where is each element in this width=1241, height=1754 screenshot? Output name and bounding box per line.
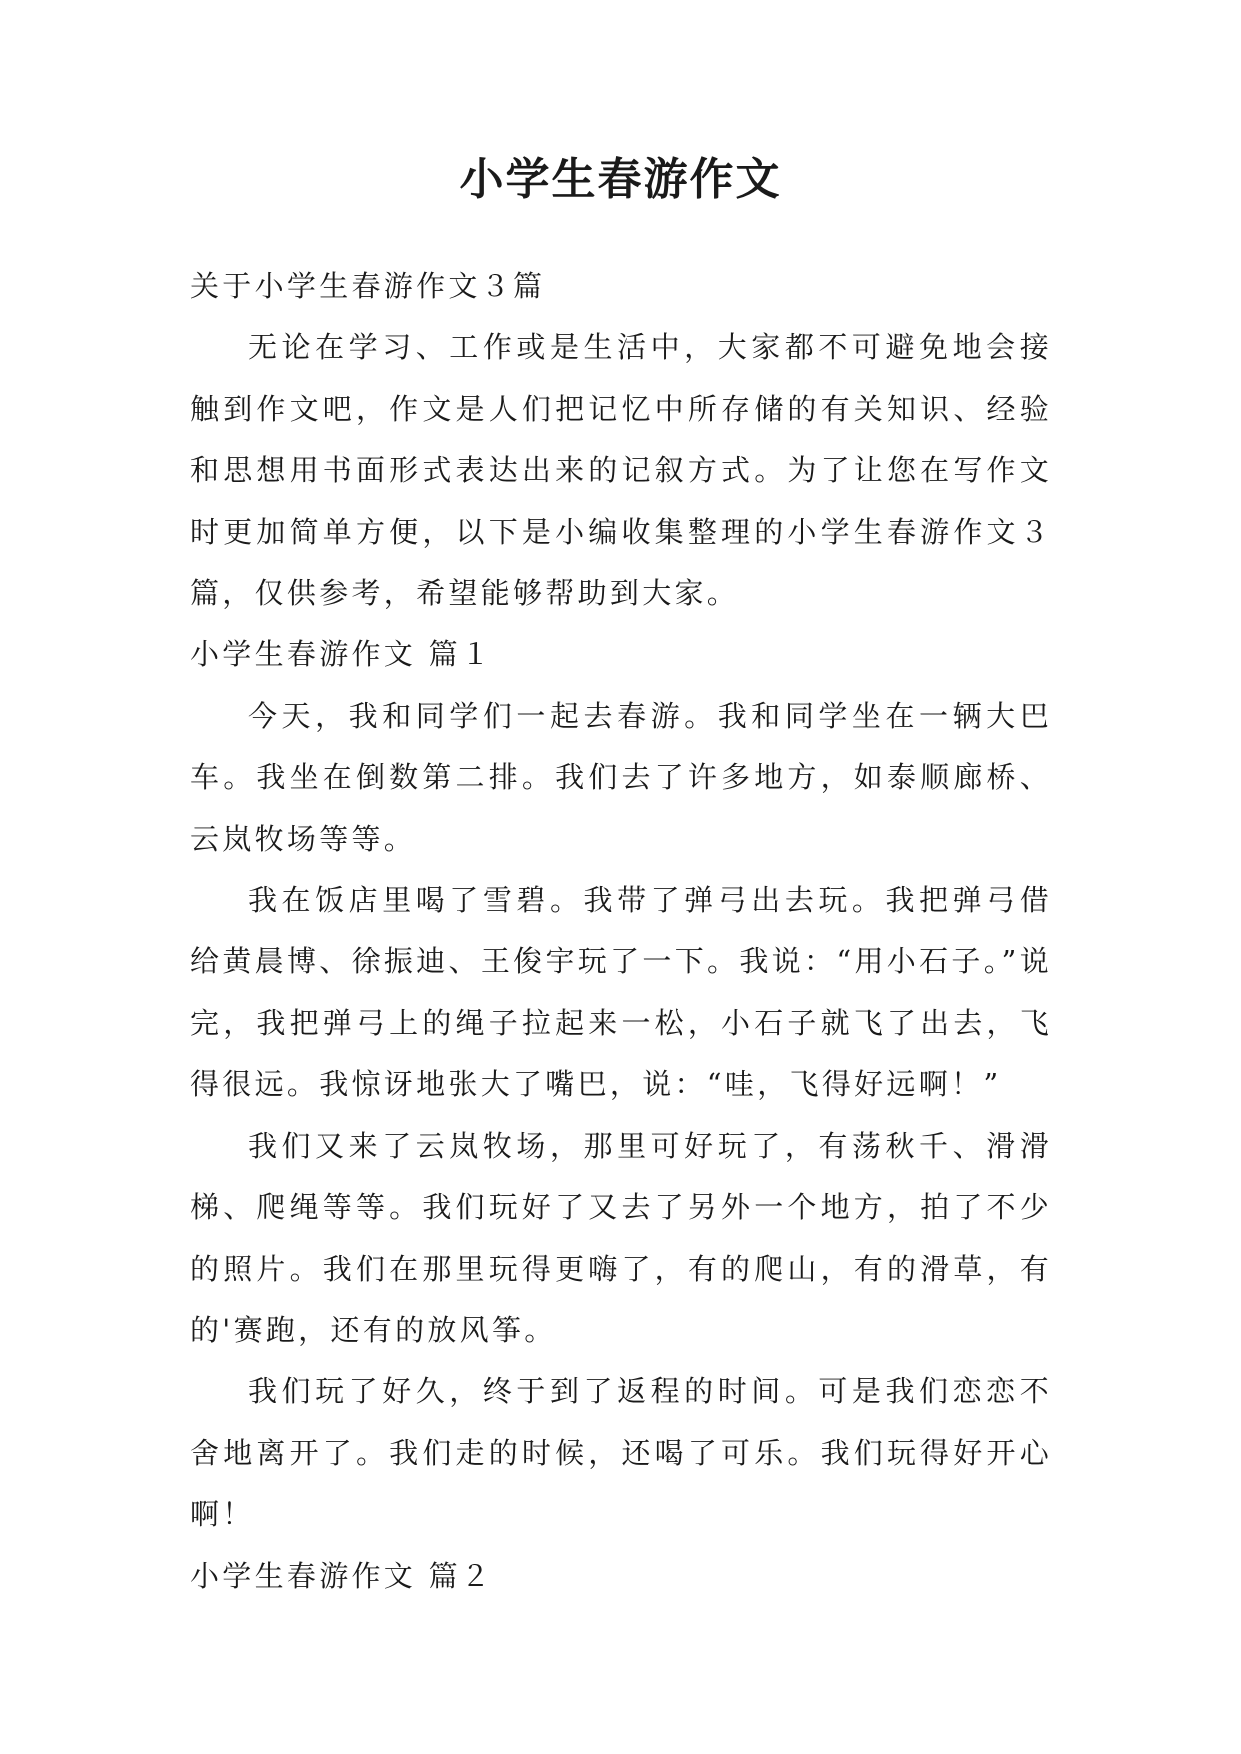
intro-paragraph: 无论在学习、工作或是生活中，大家都不可避免地会接触到作文吧，作文是人们把记忆中所存储的有关知识、经验和思想用书面形式表达出来的记叙方式。为了让您在写作文时更加简单方便，以下是小编收集整理的小学生春游作文３篇，仅供参考，希望能够帮助到大家。 — [190, 330, 1052, 611]
document-title: 小学生春游作文 — [459, 154, 782, 205]
paragraph: 我们又来了云岚牧场，那里可好玩了，有荡秋千、滑滑梯、爬绳等等。我们玩好了又去了另外一个地方，拍了不少的照片。我们在那里玩得更嗨了，有的爬山，有的滑草，有的'赛跑，还有的放风筝。 — [190, 1128, 1052, 1347]
section-heading-2: 小学生春游作文 篇２ — [190, 1558, 494, 1593]
paragraph: 我们玩了好久，终于到了返程的时间。可是我们恋恋不舍地离开了。我们走的时候，还喝了可乐。我们玩得好开心啊！ — [190, 1374, 1052, 1532]
document-body — [190, 256, 1052, 1607]
intro-heading: 关于小学生春游作文３篇 — [190, 269, 546, 303]
section-heading-1: 小学生春游作文 篇１ — [190, 637, 494, 672]
paragraph: 我在饭店里喝了雪碧。我带了弹弓出去玩。我把弹弓借给黄晨博、徐振迪、王俊宇玩了一下。我说：“用小石子。”说完，我把弹弓上的绳子拉起来一松，小石子就飞了出去，飞得很远。我惊讶地张大了嘴巴，说：“哇，飞得好远啊！” — [190, 883, 1052, 1102]
paragraph: 今天，我和同学们一起去春游。我和同学坐在一辆大巴车。我坐在倒数第二排。我们去了许多地方，如泰顺廊桥、云岚牧场等等。 — [190, 698, 1052, 856]
